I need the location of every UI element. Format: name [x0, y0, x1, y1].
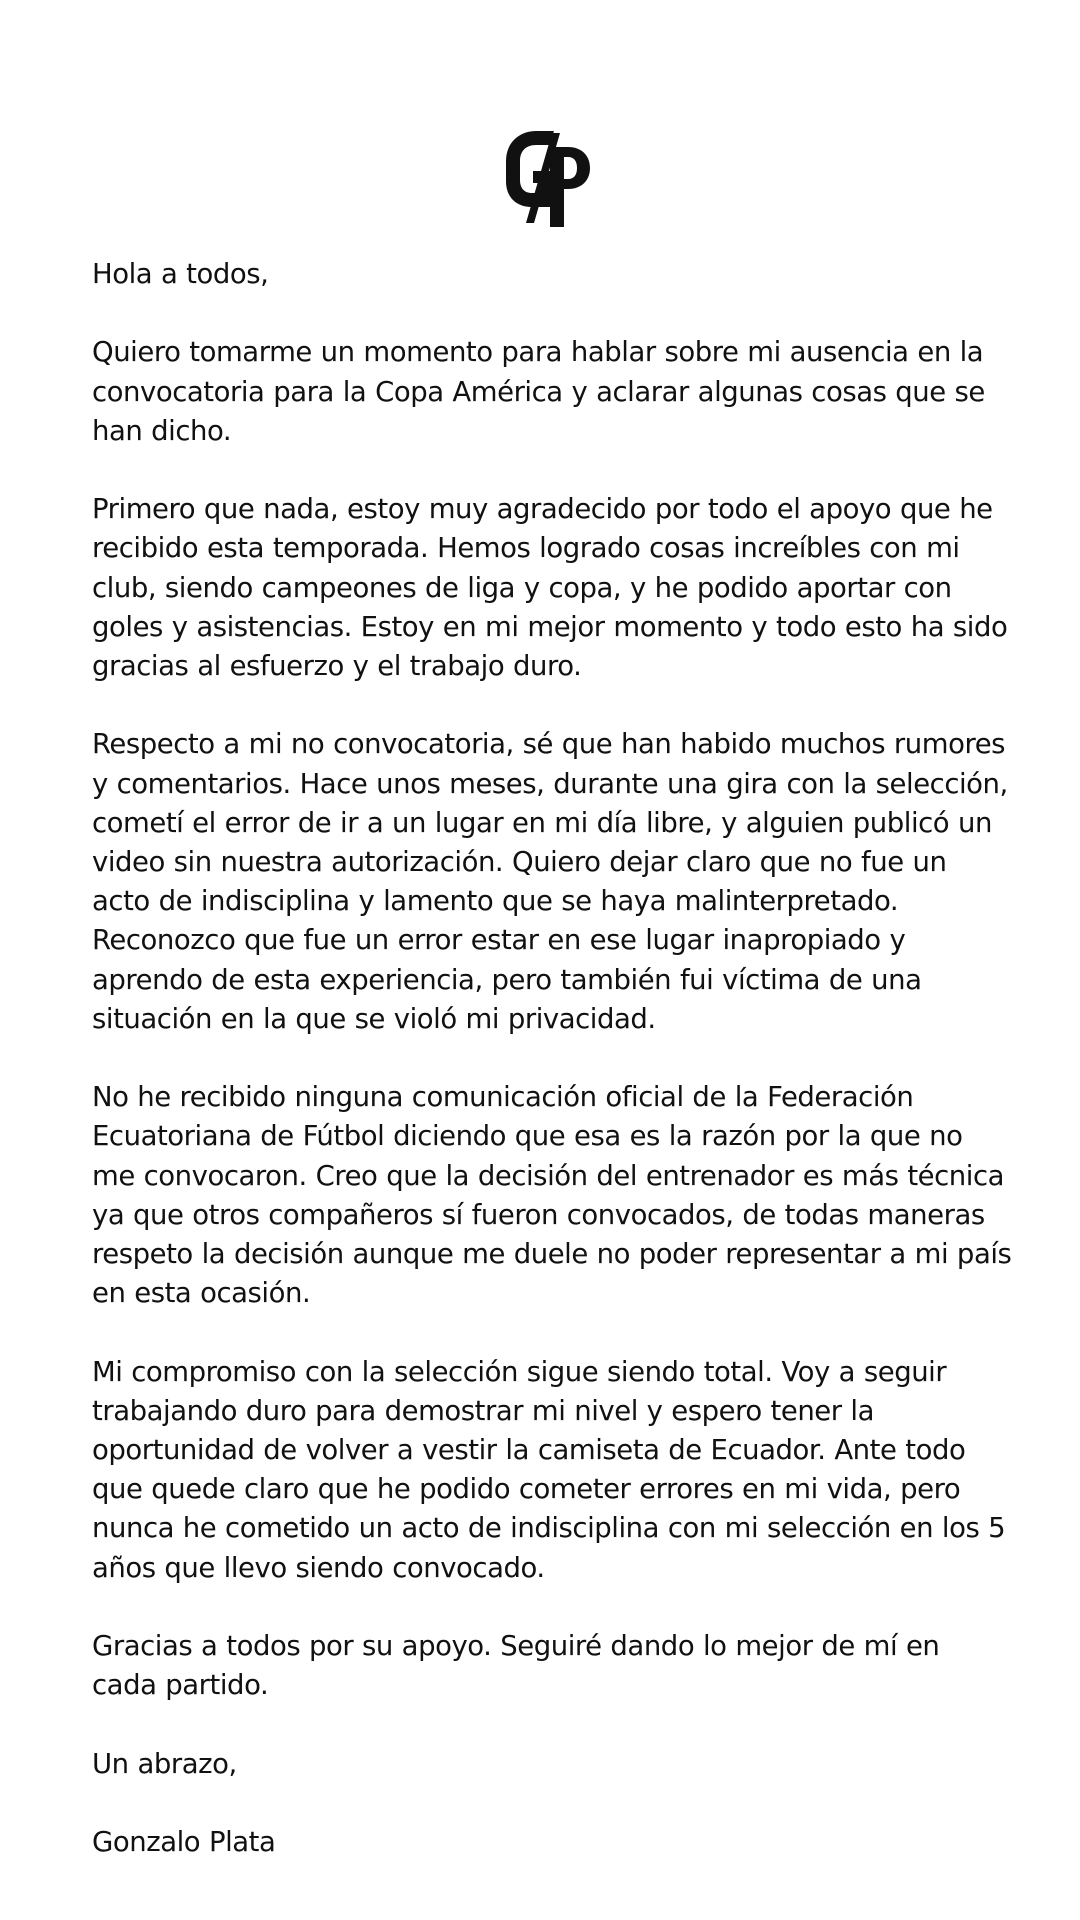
paragraph-6: Gracias a todos por su apoyo. Seguiré dando lo mejor de mí en cada partido.: [92, 1630, 940, 1702]
letter-body: [92, 255, 1012, 1862]
gp-monogram-logo-icon: [506, 131, 590, 227]
paragraph-5: Mi compromiso con la selección sigue siendo total. Voy a seguir trabajando duro para demostrar mi nivel y espero tener la oportunidad de volver a vestir la camiseta de Ecuador. Ante todo que quede claro que he podido cometer errores en mi vida, pero nunca he cometido un acto de indisciplina con mi selección en los 5 años que llevo siendo convocado.: [92, 1355, 1006, 1584]
greeting: Hola a todos,: [92, 258, 269, 290]
closing: Un abrazo,: [92, 1747, 237, 1780]
paragraph-2: Primero que nada, estoy muy agradecido por todo el apoyo que he recibido esta temporada. Hemos logrado cosas increíbles con mi club, siendo campeones de liga y copa, y he podido aportar con goles y asistencias. Estoy en mi mejor momento y todo esto ha sido gracias al esfuerzo y el trabajo duro.: [92, 493, 1008, 682]
paragraph-1: Quiero tomarme un momento para hablar sobre mi ausencia en la convocatoria para la Copa América y aclarar algunas cosas que se han dicho.: [92, 336, 985, 447]
signature: Gonzalo Plata: [92, 1826, 276, 1858]
paragraph-4: No he recibido ninguna comunicación oficial de la Federación Ecuatoriana de Fútbol diciendo que esa es la razón por la que no me convocaron. Creo que la decisión del entrenador es más técnica ya que otros compañeros sí fueron convocados, de todas maneras respeto la decisión aunque me duele no poder representar a mi país en esta ocasión.: [92, 1081, 1012, 1310]
paragraph-3: Respecto a mi no convocatoria, sé que han habido muchos rumores y comentarios. Hace unos meses, durante una gira con la selección, cometí el error de ir a un lugar en mi día libre, y alguien publicó un video sin nuestra autorización. Quiero dejar claro que no fue un acto de indisciplina y lamento que se haya malinterpretado. Reconozco que fue un error estar en ese lugar inapropiado y aprendo de esta experiencia, pero también fui víctima de una situación en la que se violó mi privacidad.: [92, 728, 1008, 1035]
